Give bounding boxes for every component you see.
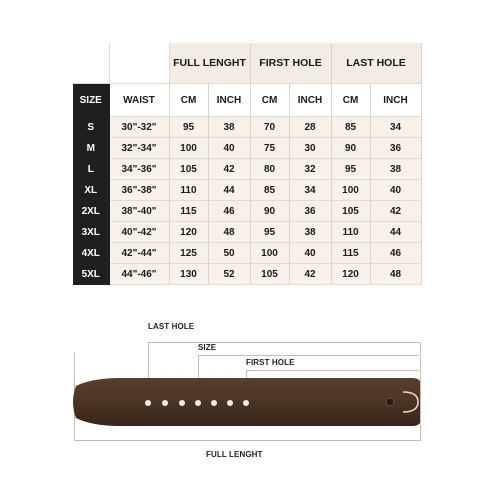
last-hole-cm-cell: 85 [331, 117, 370, 138]
last-hole-inch-cell: 44 [370, 222, 421, 243]
first-hole-inch-cell: 38 [289, 222, 331, 243]
first-hole-inch-cell: 42 [289, 264, 331, 285]
waist-cell: 42"-44" [109, 243, 169, 264]
first-hole-inch-cell: 32 [289, 159, 331, 180]
size-cell: M [73, 138, 109, 159]
first-hole-cm-cell: 100 [250, 243, 289, 264]
last-hole-inch-cell: 34 [370, 117, 421, 138]
last-hole-cm-cell: 110 [331, 222, 370, 243]
last-hole-label: LAST HOLE [148, 322, 195, 331]
size-cell: L [73, 159, 109, 180]
last-hole-inch-cell: 46 [370, 243, 421, 264]
size-cell: 5XL [73, 264, 109, 285]
size-label: SIZE [198, 343, 217, 352]
waist-cell: 36"-38" [109, 180, 169, 201]
full-length-inch-cell: 52 [208, 264, 250, 285]
full-length-inch-cell: 40 [208, 138, 250, 159]
first-hole-inch-cell: 40 [289, 243, 331, 264]
last-hole-inch-header: INCH [370, 84, 421, 117]
full-length-cm-cell: 95 [169, 117, 208, 138]
waist-cell: 44"-46" [109, 264, 169, 285]
first-hole-cm-cell: 70 [250, 117, 289, 138]
full-length-cm-cell: 120 [169, 222, 208, 243]
first-hole-header: FIRST HOLE [250, 43, 331, 84]
full-length-inch-header: INCH [208, 84, 250, 117]
first-hole-inch-cell: 36 [289, 201, 331, 222]
belt-hole [195, 400, 201, 406]
last-hole-inch-cell: 38 [370, 159, 421, 180]
full-length-label: FULL LENGHT [206, 450, 263, 459]
last-hole-inch-cell: 36 [370, 138, 421, 159]
full-length-inch-cell: 44 [208, 180, 250, 201]
first-hole-cm-cell: 80 [250, 159, 289, 180]
size-cell: 4XL [73, 243, 109, 264]
full-length-inch-cell: 42 [208, 159, 250, 180]
full-length-inch-cell: 46 [208, 201, 250, 222]
first-hole-cm-cell: 75 [250, 138, 289, 159]
belt-hole [145, 400, 151, 406]
belt-hole [179, 400, 185, 406]
full-length-inch-cell: 38 [208, 117, 250, 138]
full-length-cm-cell: 130 [169, 264, 208, 285]
first-hole-inch-header: INCH [289, 84, 331, 117]
full-length-cm-cell: 100 [169, 138, 208, 159]
size-column-header: SIZE [73, 84, 109, 117]
belt-hole [227, 400, 233, 406]
first-hole-inch-cell: 34 [289, 180, 331, 201]
belt-hole [211, 400, 217, 406]
first-hole-inch-cell: 28 [289, 117, 331, 138]
waist-cell: 32"-34" [109, 138, 169, 159]
last-hole-cm-cell: 115 [331, 243, 370, 264]
last-hole-cm-cell: 90 [331, 138, 370, 159]
full-length-cm-header: CM [169, 84, 208, 117]
size-cell: 2XL [73, 201, 109, 222]
size-cell: S [73, 117, 109, 138]
full-length-header: FULL LENGHT [169, 43, 250, 84]
waist-cell: 38"-40" [109, 201, 169, 222]
belt-rivet [386, 398, 394, 406]
last-hole-cm-cell: 95 [331, 159, 370, 180]
first-hole-cm-cell: 95 [250, 222, 289, 243]
waist-cell: 40"-42" [109, 222, 169, 243]
full-length-cm-cell: 105 [169, 159, 208, 180]
belt-hole [243, 400, 249, 406]
first-hole-cm-cell: 85 [250, 180, 289, 201]
first-hole-cm-header: CM [250, 84, 289, 117]
first-hole-cm-cell: 105 [250, 264, 289, 285]
last-hole-cm-cell: 120 [331, 264, 370, 285]
full-length-cm-cell: 125 [169, 243, 208, 264]
last-hole-inch-cell: 42 [370, 201, 421, 222]
last-hole-cm-header: CM [331, 84, 370, 117]
first-hole-inch-cell: 30 [289, 138, 331, 159]
first-hole-cm-cell: 90 [250, 201, 289, 222]
waist-cell: 34"-36" [109, 159, 169, 180]
size-cell: 3XL [73, 222, 109, 243]
last-hole-cm-cell: 105 [331, 201, 370, 222]
waist-column-header: WAIST [109, 84, 169, 117]
size-cell: XL [73, 180, 109, 201]
full-length-inch-cell: 50 [208, 243, 250, 264]
first-hole-label: FIRST HOLE [246, 358, 295, 367]
last-hole-inch-cell: 48 [370, 264, 421, 285]
last-hole-header: LAST HOLE [331, 43, 421, 84]
full-length-inch-cell: 48 [208, 222, 250, 243]
last-hole-inch-cell: 40 [370, 180, 421, 201]
full-length-cm-cell: 110 [169, 180, 208, 201]
last-hole-cm-cell: 100 [331, 180, 370, 201]
full-length-cm-cell: 115 [169, 201, 208, 222]
belt-hole [162, 400, 168, 406]
waist-cell: 30"-32" [109, 117, 169, 138]
